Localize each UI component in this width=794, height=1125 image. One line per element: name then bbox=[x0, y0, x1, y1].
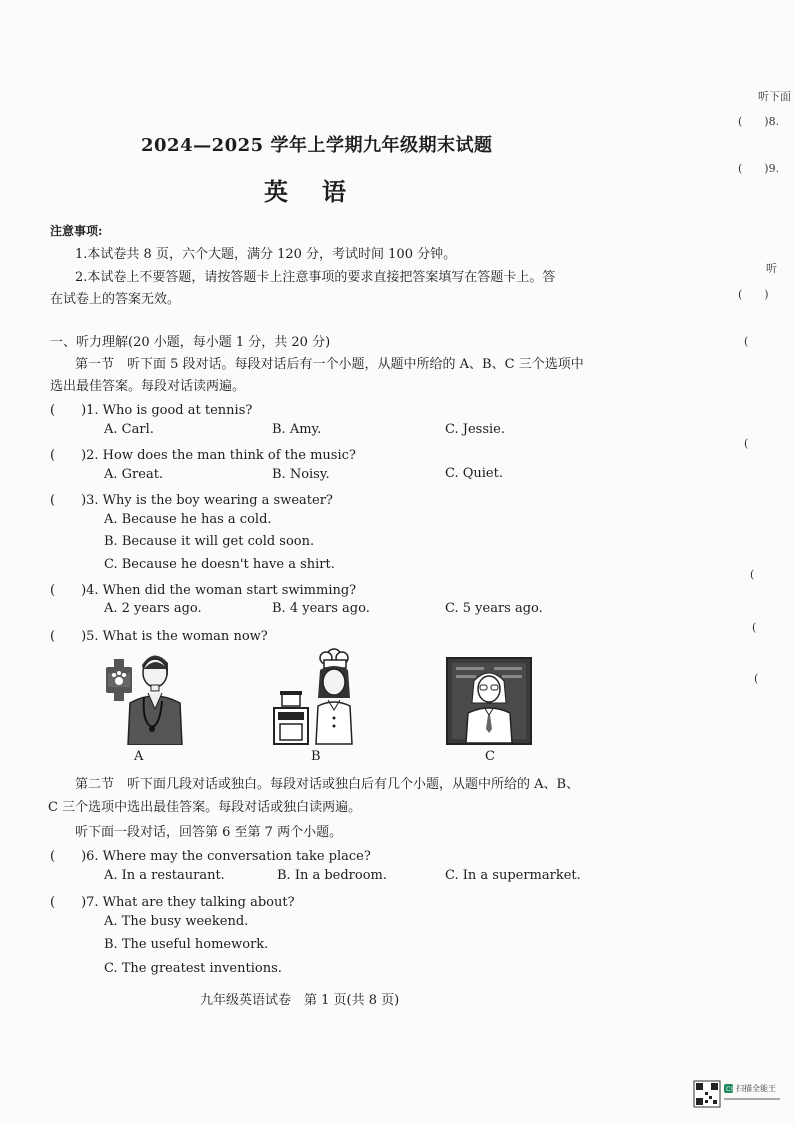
q7-option-c: C. The greatest inventions. bbox=[104, 961, 282, 976]
side-text-4: 听 bbox=[766, 262, 777, 275]
exam-title: 2024—2025 学年上学期九年级期末试题 bbox=[141, 135, 493, 156]
notes-line-2: 2.本试卷上不要答题，请按答题卡上注意事项的要求直接把答案填写在答题卡上。答 bbox=[75, 270, 556, 285]
section2-instruction-2: C 三个选项中选出最佳答案。每段对话或独白读两遍。 bbox=[48, 800, 362, 815]
q4-option-c: C. 5 years ago. bbox=[445, 601, 543, 616]
section2-intro: 听下面一段对话，回答第 6 至第 7 两个小题。 bbox=[75, 825, 343, 840]
picture-b-label: B bbox=[311, 749, 321, 764]
q1-option-b: B. Amy. bbox=[272, 422, 322, 437]
question-2: ( )2. How does the man think of the music? bbox=[50, 448, 356, 463]
q6-option-b: B. In a bedroom. bbox=[277, 868, 388, 883]
q4-option-a: A. 2 years ago. bbox=[104, 601, 202, 616]
q3-option-a: A. Because he has a cold. bbox=[104, 512, 272, 527]
section2-instruction-1: 第二节 听下面几段对话或独白。每段对话或独白后有几个小题，从题中所给的 A、B、 bbox=[75, 777, 580, 792]
section1-instruction-1: 第一节 听下面 5 段对话。每段对话后有一个小题，从题中所给的 A、B、C 三个选项中 bbox=[75, 357, 584, 372]
scanner-label: 扫描全能王 bbox=[736, 1084, 776, 1093]
question-5: ( )5. What is the woman now? bbox=[50, 629, 268, 644]
side-text-5: ( ) bbox=[738, 288, 769, 301]
side-text-1: 听下面 bbox=[758, 90, 791, 103]
question-7: ( )7. What are they talking about? bbox=[50, 895, 295, 910]
q2-option-b: B. Noisy. bbox=[272, 467, 330, 482]
q6-option-c: C. In a supermarket. bbox=[445, 868, 581, 883]
question-6: ( )6. Where may the conversation take place? bbox=[50, 849, 371, 864]
notes-line-1: 1.本试卷共 8 页，六个大题，满分 120 分，考试时间 100 分钟。 bbox=[75, 247, 457, 262]
side-text-2: ( )8. bbox=[738, 115, 780, 128]
side-text-10: ( bbox=[754, 672, 759, 685]
notes-heading: 注意事项: bbox=[50, 224, 103, 238]
question-1: ( )1. Who is good at tennis? bbox=[50, 403, 253, 418]
q7-option-b: B. The useful homework. bbox=[104, 937, 269, 952]
picture-a-label: A bbox=[134, 749, 144, 764]
side-text-8: ( bbox=[750, 568, 755, 581]
part1-heading: 一、听力理解(20 小题，每小题 1 分，共 20 分) bbox=[50, 335, 331, 350]
section1-instruction-2: 选出最佳答案。每段对话读两遍。 bbox=[50, 379, 246, 394]
q2-option-c: C. Quiet. bbox=[445, 466, 503, 481]
subject-title: 英语 bbox=[264, 177, 380, 206]
q1-option-a: A. Carl. bbox=[104, 422, 154, 437]
question-4: ( )4. When did the woman start swimming? bbox=[50, 583, 357, 598]
page-footer: 九年级英语试卷 第 1 页(共 8 页) bbox=[200, 993, 400, 1008]
q4-option-b: B. 4 years ago. bbox=[272, 601, 370, 616]
side-text-6: ( bbox=[744, 335, 749, 348]
q3-option-c: C. Because he doesn't have a shirt. bbox=[104, 557, 335, 572]
picture-a-vet bbox=[104, 645, 184, 745]
picture-c-label: C bbox=[485, 749, 495, 764]
side-text-9: ( bbox=[752, 621, 757, 634]
q2-option-a: A. Great. bbox=[104, 467, 164, 482]
picture-c-presenter bbox=[446, 657, 532, 745]
question-3: ( )3. Why is the boy wearing a sweater? bbox=[50, 493, 333, 508]
svg-text:CS: CS bbox=[726, 1086, 734, 1093]
side-text-7: ( bbox=[744, 437, 749, 450]
side-text-3: ( )9. bbox=[738, 162, 780, 175]
q1-option-c: C. Jessie. bbox=[445, 422, 505, 437]
notes-line-3: 在试卷上的答案无效。 bbox=[50, 292, 181, 307]
picture-b-chef bbox=[272, 648, 358, 746]
q3-option-b: B. Because it will get cold soon. bbox=[104, 534, 315, 549]
q7-option-a: A. The busy weekend. bbox=[104, 914, 249, 929]
scanner-watermark bbox=[693, 1080, 785, 1110]
q6-option-a: A. In a restaurant. bbox=[104, 868, 225, 883]
